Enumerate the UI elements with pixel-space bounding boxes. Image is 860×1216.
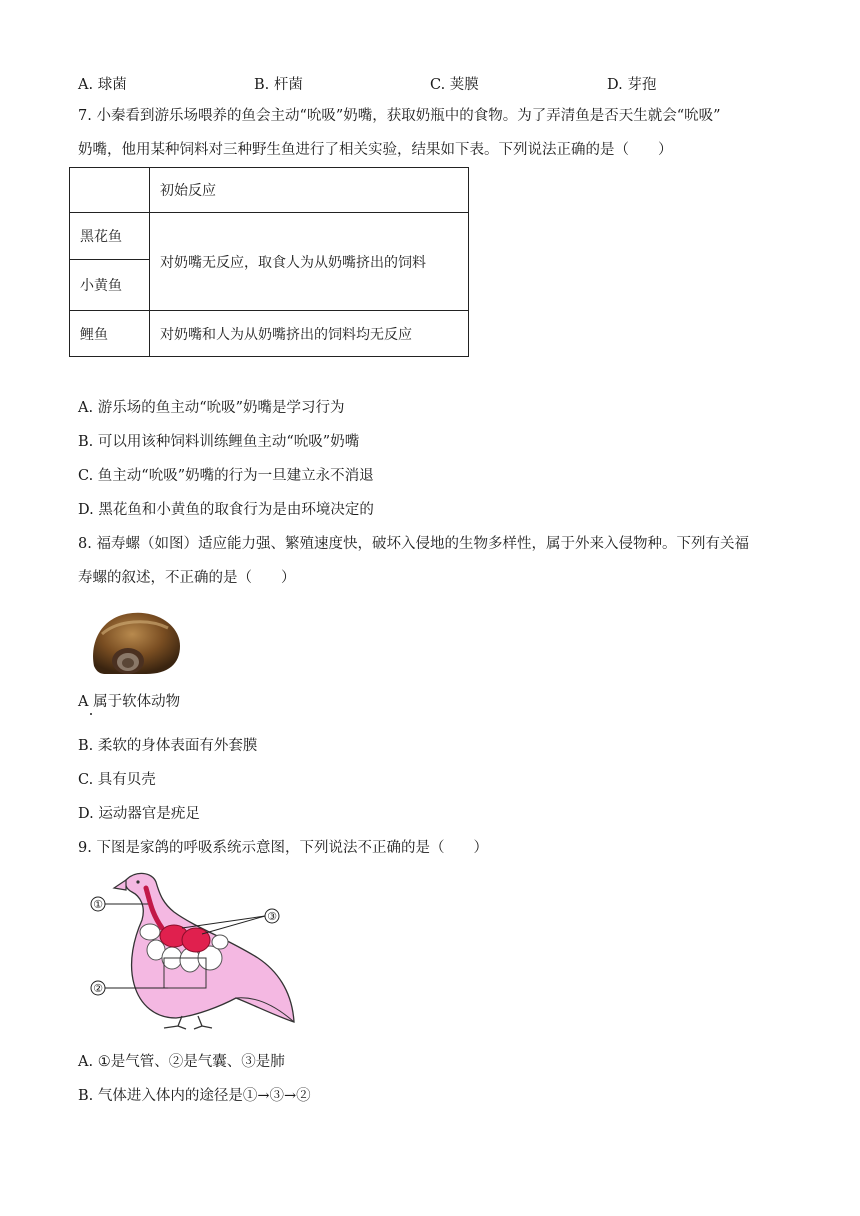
q9-option-b: B. 气体进入体内的途径是①→③→② [78, 1088, 311, 1104]
q8-stem-line1: 8. 福寿螺（如图）适应能力强、繁殖速度快，破坏入侵地的生物多样性，属于外来入侵物种。下列有关福 [78, 536, 749, 552]
q9-option-a: A. ①是气管、②是气囊、③是肺 [78, 1054, 285, 1070]
table-reaction: 对奶嘴和人为从奶嘴挤出的饲料均无反应 [150, 311, 469, 357]
q6-option-c: C. 荚膜 [430, 77, 479, 93]
apple-snail-image [88, 606, 184, 678]
q7-option-c: C. 鱼主动“吮吸”奶嘴的行为一旦建立永不消退 [78, 468, 374, 484]
label-3: ③ [267, 910, 277, 923]
stray-dot [90, 713, 92, 715]
q8-stem-line2: 寿螺的叙述，不正确的是（ ） [78, 570, 296, 586]
table-fish-name: 黑花鱼 [70, 213, 150, 260]
label-2: ② [93, 982, 103, 995]
q8-option-c: C. 具有贝壳 [78, 772, 156, 788]
table-header-reaction: 初始反应 [150, 168, 469, 213]
q8-option-a: A 属于软体动物 [78, 694, 181, 710]
q7-option-b: B. 可以用该种饲料训练鲤鱼主动“吮吸”奶嘴 [78, 434, 360, 450]
table-fish-name: 小黄鱼 [70, 260, 150, 311]
label-1: ① [93, 898, 103, 911]
q9-stem: 9. 下图是家鸽的呼吸系统示意图，下列说法不正确的是（ ） [78, 840, 488, 856]
q7-results-table [69, 167, 469, 357]
pigeon-respiratory-diagram [86, 866, 300, 1030]
q8-option-d: D. 运动器官是疣足 [78, 806, 200, 822]
q7-stem-line2: 奶嘴，他用某种饲料对三种野生鱼进行了相关实验，结果如下表。下列说法正确的是（ ） [78, 142, 673, 158]
q7-option-a: A. 游乐场的鱼主动“吮吸”奶嘴是学习行为 [78, 400, 345, 416]
q6-option-d: D. 芽孢 [607, 77, 657, 93]
q6-option-a: A. 球菌 [78, 77, 127, 93]
table-header-empty [70, 168, 150, 213]
q7-stem-line1: 7. 小秦看到游乐场喂养的鱼会主动“吮吸”奶嘴，获取奶瓶中的食物。为了弄清鱼是否天生就会“吮吸” [78, 108, 721, 124]
table-fish-name: 鲤鱼 [70, 311, 150, 357]
table-merged-reaction: 对奶嘴无反应，取食人为从奶嘴挤出的饲料 [150, 213, 469, 311]
q8-option-b: B. 柔软的身体表面有外套膜 [78, 738, 258, 754]
q6-option-b: B. 杆菌 [254, 77, 303, 93]
q7-option-d: D. 黑花鱼和小黄鱼的取食行为是由环境决定的 [78, 502, 374, 518]
